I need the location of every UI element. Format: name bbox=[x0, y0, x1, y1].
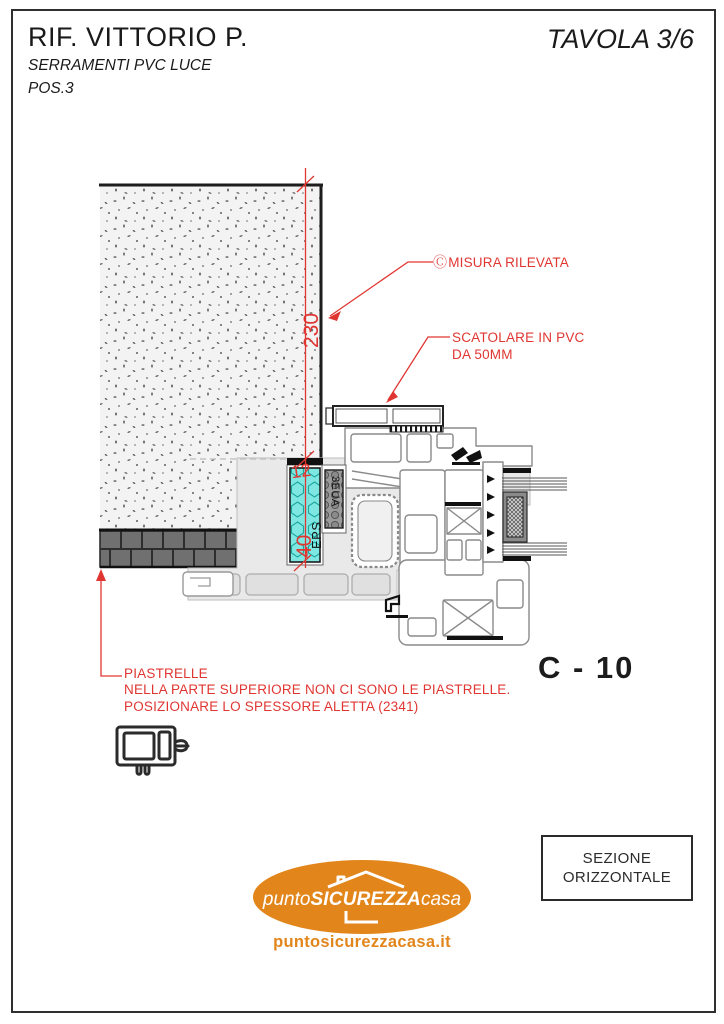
house-base-icon bbox=[342, 911, 382, 925]
scatolare-note: SCATOLARE IN PVC DA 50MM bbox=[452, 330, 585, 362]
copyright-circle-icon: Ⓒ bbox=[433, 254, 448, 270]
website-text: puntosicurezzacasa.it bbox=[273, 933, 451, 951]
position-label: POS.3 bbox=[28, 80, 74, 97]
block-code-label: 3EUA bbox=[329, 476, 341, 507]
measure-note: ⒸMISURA RILEVATA bbox=[433, 254, 569, 270]
company-logo bbox=[253, 860, 471, 934]
piastrelle-note: PIASTRELLE NELLA PARTE SUPERIORE NON CI SONO LE PIASTRELLE. POSIZIONARE LO SPESSORE ALETTA (2341) bbox=[124, 666, 511, 714]
sheet-number: TAVOLA 3/6 bbox=[546, 24, 694, 54]
eps-label: EPS bbox=[309, 521, 324, 549]
stamp-box bbox=[541, 835, 693, 901]
dimension-12: 12 bbox=[289, 459, 313, 483]
stamp-line1: SEZIONE bbox=[582, 849, 652, 867]
section-code: C - 10 bbox=[538, 650, 635, 685]
dimension-230: 230 bbox=[300, 312, 323, 348]
dimension-40: 40 bbox=[293, 534, 316, 558]
page-title: RIF. VITTORIO P. bbox=[28, 22, 249, 52]
logo-wordmark: puntoSICUREZZAcasa bbox=[262, 889, 462, 910]
stamp-line2: ORIZZONTALE bbox=[562, 869, 672, 886]
roof-icon bbox=[314, 869, 410, 889]
registered-mark: ® bbox=[461, 863, 469, 874]
page-subtitle: SERRAMENTI PVC LUCE bbox=[28, 57, 212, 74]
spessore-aletta-icon bbox=[112, 720, 202, 780]
